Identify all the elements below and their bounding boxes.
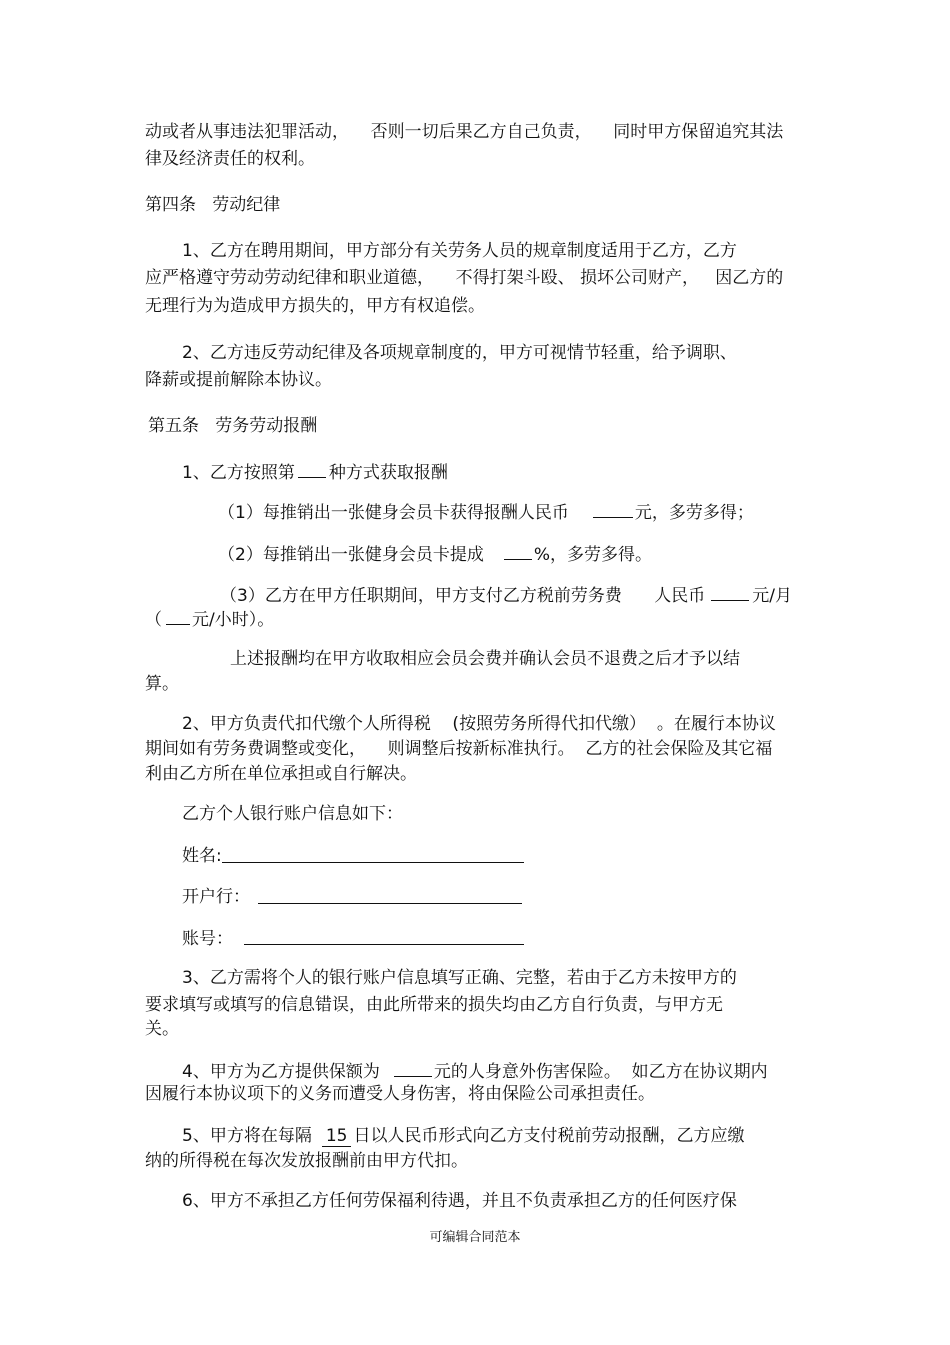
text-line: 利由乙方所在单位承担或自行解决。	[145, 764, 417, 784]
field-account-label: 账号：	[182, 929, 233, 949]
text-line: 关。	[145, 1019, 179, 1039]
text-line: 2、甲方负责代扣代缴个人所得税 (按照劳务所得代扣代缴） 。在履行本协议	[182, 714, 776, 734]
text-line: 4、甲方为乙方提供保额为 元的人身意外伤害保险。 如乙方在协议期内	[182, 1058, 768, 1083]
field-name-label: 姓名:	[182, 846, 222, 866]
filled-blank: 15	[322, 1126, 352, 1147]
text-line: 5、甲方将在每隔 15 日以人民币形式向乙方支付税前劳动报酬，乙方应缴	[182, 1126, 745, 1146]
section-heading: 第五条 劳务劳动报酬	[148, 416, 318, 436]
text-line: 无理行为为造成甲方损失的，甲方有权追偿。	[145, 296, 485, 316]
name-blank-line[interactable]	[222, 862, 524, 863]
text-line: 纳的所得税在每次发放报酬前由甲方代扣。	[145, 1151, 468, 1171]
text-line: 要求填写或填写的信息错误，由此所带来的损失均由乙方自行负责，与甲方无	[145, 995, 723, 1015]
page-footer: 可编辑合同范本	[429, 1230, 521, 1245]
text-line: 1、乙方按照第 种方式获取报酬	[182, 459, 448, 484]
text-line: 乙方个人银行账户信息如下：	[182, 804, 403, 824]
section-heading: 第四条 劳动纪律	[145, 195, 281, 215]
blank-line	[394, 1058, 432, 1077]
text-line: 2、乙方违反劳动纪律及各项规章制度的，甲方可视情节轻重，给予调职、	[182, 343, 737, 363]
blank-line	[166, 606, 190, 625]
field-bank-label: 开户行：	[182, 887, 250, 907]
text-line: 降薪或提前解除本协议。	[145, 370, 332, 390]
text-line: 动或者从事违法犯罪活动， 否则一切后果乙方自己负责， 同时甲方保留追究其法	[145, 122, 784, 142]
text-line: 算。	[145, 674, 179, 694]
text-line: 因履行本协议项下的义务而遭受人身伤害，将由保险公司承担责任。	[145, 1084, 655, 1104]
text-line: 律及经济责任的权利。	[145, 149, 315, 169]
text-line: （1）每推销出一张健身会员卡获得报酬人民币 元，多劳多得；	[218, 499, 754, 524]
bank-blank-line[interactable]	[258, 903, 522, 904]
text-line: 1、乙方在聘用期间，甲方部分有关劳务人员的规章制度适用于乙方，乙方	[182, 241, 737, 261]
text-line: 3、乙方需将个人的银行账户信息填写正确、完整，若由于乙方未按甲方的	[182, 968, 737, 988]
text-line: （3）乙方在甲方任职期间，甲方支付乙方税前劳务费 人民币 元/月	[220, 582, 792, 607]
blank-line	[593, 499, 633, 518]
text-line: 应严格遵守劳动劳动纪律和职业道德， 不得打架斗殴、 损坏公司财产， 因乙方的	[145, 268, 784, 288]
blank-line	[711, 582, 749, 601]
blank-line	[298, 459, 326, 478]
text-line: 上述报酬均在甲方收取相应会员会费并确认会员不退费之后才予以结	[230, 649, 740, 669]
blank-line	[504, 541, 532, 560]
text-line: 期间如有劳务费调整或变化， 则调整后按新标准执行。 乙方的社会保险及其它福	[145, 739, 773, 759]
account-blank-line[interactable]	[244, 944, 524, 945]
text-line: 6、甲方不承担乙方任何劳保福利待遇，并且不负责承担乙方的任何医疗保	[182, 1191, 737, 1211]
text-line: （2）每推销出一张健身会员卡提成 %，多劳多得。	[218, 541, 652, 566]
text-line: （ 元/小时）。	[145, 606, 274, 631]
